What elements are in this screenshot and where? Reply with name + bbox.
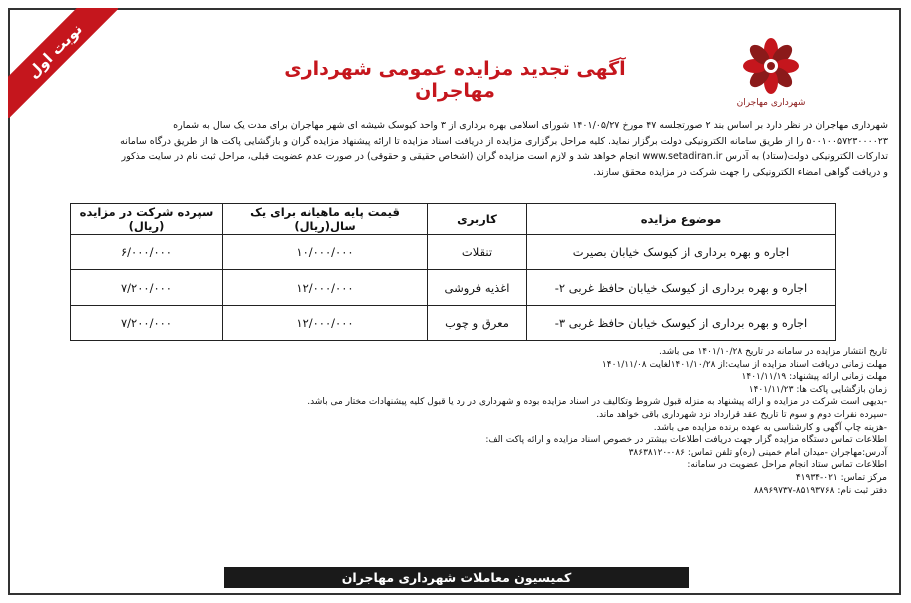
cell-base-price: ۱۰/۰۰۰/۰۰۰: [223, 235, 428, 270]
header-deposit: سپرده شرکت در مزایده (ریال): [71, 204, 223, 235]
table-row: [71, 235, 836, 270]
municipality-logo: [726, 36, 816, 116]
cell-deposit: ۷/۲۰۰/۰۰۰: [71, 270, 223, 305]
corner-ribbon: [8, 8, 118, 118]
header-base-price: قیمت پایه ماهیانه برای یک سال(ریال): [223, 204, 428, 235]
cell-usage: معرق و چوب: [428, 305, 527, 340]
detail-line: مرکز تماس: ۰۲۱-۴۱۹۳۴: [795, 472, 887, 483]
detail-line: مهلت زمانی دریافت اسناد مزایده از سایت:از ۱۴۰۱/۱۰/۲۸لغایت ۱۴۰۱/۱۱/۰۸: [601, 359, 887, 370]
detail-line: تاریخ انتشار مزایده در سامانه در تاریخ ۱۴۰۱/۱۰/۲۸ می باشد.: [659, 347, 887, 357]
detail-line: -سپرده نفرات دوم و سوم تا تاریخ عقد قرارداد نزد شهرداری باقی خواهد ماند.: [596, 409, 887, 420]
flower-logo-icon: [726, 36, 816, 98]
notice-details: [187, 346, 887, 497]
cell-usage: اغذیه فروشی: [428, 270, 527, 305]
cell-deposit: ۶/۰۰۰/۰۰۰: [71, 235, 223, 270]
intro-line: تدارکات الکترونیکی دولت(ستاد) به آدرس www.setadiran.ir انجام خواهد شد و لازم است مزایده گران (اشخاص حقیقی و حقوقی) در صورت عدم عضویت قبلی، مراحل ثبت نام در سایت مذکور: [121, 151, 888, 162]
ribbon-label: نوبت اول: [8, 8, 118, 118]
cell-subject: اجاره و بهره برداری از کیوسک خیابان بصیرت: [527, 235, 836, 270]
detail-line: -هزینه چاپ آگهی و کارشناسی به عهده برنده مزایده می باشد.: [653, 422, 887, 433]
detail-line: مهلت زمانی ارائه پیشنهاد: ۱۴۰۱/۱۱/۱۹: [741, 372, 887, 383]
cell-subject: اجاره و بهره برداری از کیوسک خیابان حافظ غربی ۳-: [527, 305, 836, 340]
cell-usage: تنقلات: [428, 235, 527, 270]
notice-title: آگهی تجدید مزایده عمومی شهرداری مهاجران: [284, 58, 626, 102]
detail-line: زمان بازگشایی پاکت ها: ۱۴۰۱/۱۱/۲۳: [748, 384, 887, 395]
detail-line: دفتر ثبت نام: ۸۵۱۹۳۷۶۸-۸۸۹۶۹۷۳۷: [753, 485, 887, 496]
detail-line: اطلاعات تماس ستاد انجام مراحل عضویت در سامانه:: [687, 460, 887, 471]
detail-line: -بدیهی است شرکت در مزایده و ارائه پیشنهاد به منزله قبول شروط وتکالیف در اسناد مزایده بوده و شهرداری در رد یا قبول کلیه پیشنهادات مختار می باشد.: [307, 397, 887, 408]
intro-paragraph: [22, 118, 888, 180]
cell-base-price: ۱۲/۰۰۰/۰۰۰: [223, 270, 428, 305]
footer-commission: کمیسیون معاملات شهرداری مهاجران: [224, 567, 689, 588]
detail-line: اطلاعات تماس دستگاه مزایده گزار جهت دریافت اطلاعات بیشتر در خصوص اسناد مزایده و ارائه پاکت الف:: [485, 435, 887, 446]
header-usage: کاربری: [428, 204, 527, 235]
table-row: [71, 270, 836, 305]
cell-base-price: ۱۲/۰۰۰/۰۰۰: [223, 305, 428, 340]
detail-line: آدرس:مهاجران -میدان امام خمینی (ره)و تلفن تماس: ۰۸۶-۳۸۶۳۸۱۲۰: [628, 447, 887, 458]
table-header-row: [71, 204, 836, 235]
logo-caption: شهرداری مهاجران: [736, 98, 806, 108]
auction-table: [70, 203, 836, 341]
intro-line: شهرداری مهاجران در نظر دارد بر اساس بند ۲ صورتجلسه ۴۷ مورخ ۱۴۰۱/۰۵/۲۷ شورای اسلامی بهره برداری از ۳ واحد کیوسک شیشه ای شهر مهاجران برای مدت یک سال به شماره: [173, 120, 888, 131]
cell-subject: اجاره و بهره برداری از کیوسک خیابان حافظ غربی ۲-: [527, 270, 836, 305]
header-subject: موضوع مزایده: [527, 204, 836, 235]
intro-line: ۵۰۰۱۰۰۵۷۲۳۰۰۰۰۲۳ را از طریق سامانه الکترونیکی دولت برگزار نماید. کلیه مراحل برگزاری مزایده از دریافت اسناد مزایده تا ارائه پیشنهاد مزایده گران و بازگشایی پاکت ها از طریق درگاه سامانه: [120, 135, 888, 147]
table-row: [71, 305, 836, 340]
intro-line: و دریافت گواهی امضاء الکترونیکی را جهت شرکت در مزایده محقق سازند.: [593, 166, 888, 178]
cell-deposit: ۷/۲۰۰/۰۰۰: [71, 305, 223, 340]
